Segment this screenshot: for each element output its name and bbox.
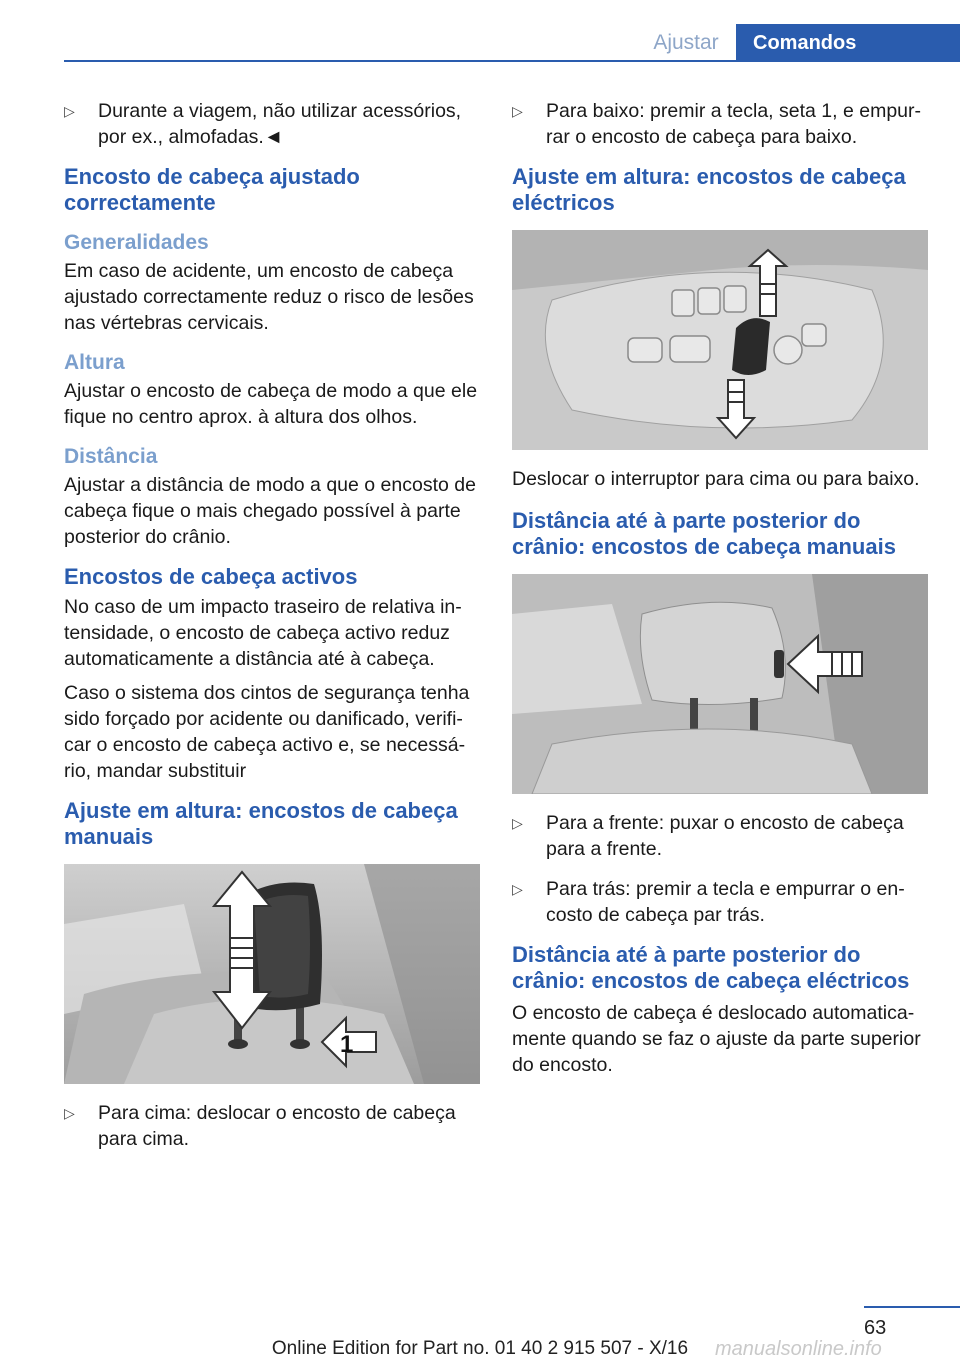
bullet-front: [512, 810, 928, 862]
paragraph-active-2: Caso o sistema dos cintos de segurança tenha sido forçado por acidente ou danificado, verificar o encosto de cabeça activo e, se necessário, mandar substituir: [64, 682, 470, 782]
bullet-text: Durante a viagem, não utilizar acessórios, por ex., almofadas.◄: [98, 100, 462, 148]
tab-ajustar: Ajustar: [653, 31, 719, 54]
page-number-rule: [864, 1306, 960, 1308]
heading-distance: Distância: [64, 445, 158, 468]
triangle-bullet-icon: ▷: [512, 815, 523, 831]
heading-active: Encostos de cabeça activos: [64, 564, 358, 589]
right-column: [512, 98, 928, 1086]
heading-height: Altura: [64, 351, 125, 374]
heading-manual-distance: Distância até à parte posterior do crânio: encostos de cabeça manuais: [512, 508, 896, 559]
figure-label-1: 1: [340, 1031, 354, 1058]
heading-general: Generalidades: [64, 231, 209, 254]
heading-electric-height: Ajuste em altura: encostos de cabeça eléctricos: [512, 164, 906, 215]
page-number: 63: [864, 1317, 887, 1339]
bullet-accessories: [64, 98, 480, 150]
triangle-bullet-icon: ▷: [512, 103, 523, 119]
bullet-up: [64, 1100, 480, 1152]
footer-edition: Online Edition for Part no. 01 40 2 915 507 - X/16: [271, 1338, 689, 1359]
bullet-back: [512, 876, 928, 928]
heading-electric-distance: Distância até à parte posterior do crânio: encostos de cabeça eléctricos: [512, 942, 910, 993]
headrest-distance-illustration: [512, 574, 928, 794]
paragraph-height: Ajustar o encosto de cabeça de modo a que ele fique no centro aprox. à altura dos olhos.: [64, 380, 478, 428]
electric-switch-illustration: [512, 230, 928, 450]
heading-manual-height: Ajuste em altura: encostos de cabeça manuais: [64, 798, 458, 849]
header-rule: [64, 60, 960, 62]
triangle-bullet-icon: ▷: [64, 1105, 75, 1121]
paragraph-electric-distance: O encosto de cabeça é deslocado automaticamente quando se faz o ajuste da parte superior do encosto.: [512, 1002, 921, 1076]
bullet-text: Para cima: deslocar o encosto de cabeça para cima.: [98, 1102, 456, 1150]
triangle-bullet-icon: ▷: [64, 103, 75, 119]
heading-correct: Encosto de cabeça ajustado correctamente: [64, 164, 360, 215]
headrest-height-illustration: [64, 864, 480, 1084]
tab-comandos: Comandos: [736, 24, 960, 62]
bullet-text: Para a frente: puxar o encosto de cabeça para a frente.: [546, 812, 904, 860]
paragraph-active-1: No caso de um impacto traseiro de relativa intensidade, o encosto de cabeça activo reduz automaticamente a distância até à cabeça.: [64, 596, 462, 670]
bullet-text: Para baixo: premir a tecla, seta 1, e empurrar o encosto de cabeça para baixo.: [546, 100, 922, 148]
triangle-bullet-icon: ▷: [512, 881, 523, 897]
paragraph-general: Em caso de acidente, um encosto de cabeça ajustado correctamente reduz o risco de lesões nas vértebras cervicais.: [64, 260, 474, 334]
paragraph-distance: Ajustar a distância de modo a que o encosto de cabeça fique o mais chegado possível à parte posterior do crânio.: [64, 474, 476, 548]
left-column: [64, 98, 480, 1166]
bullet-text: Para trás: premir a tecla e empurrar o encosto de cabeça par trás.: [546, 878, 905, 926]
paragraph-switch: Deslocar o interruptor para cima ou para baixo.: [512, 468, 920, 490]
watermark: manualsonline.info: [715, 1338, 882, 1360]
bullet-down: [512, 98, 928, 150]
